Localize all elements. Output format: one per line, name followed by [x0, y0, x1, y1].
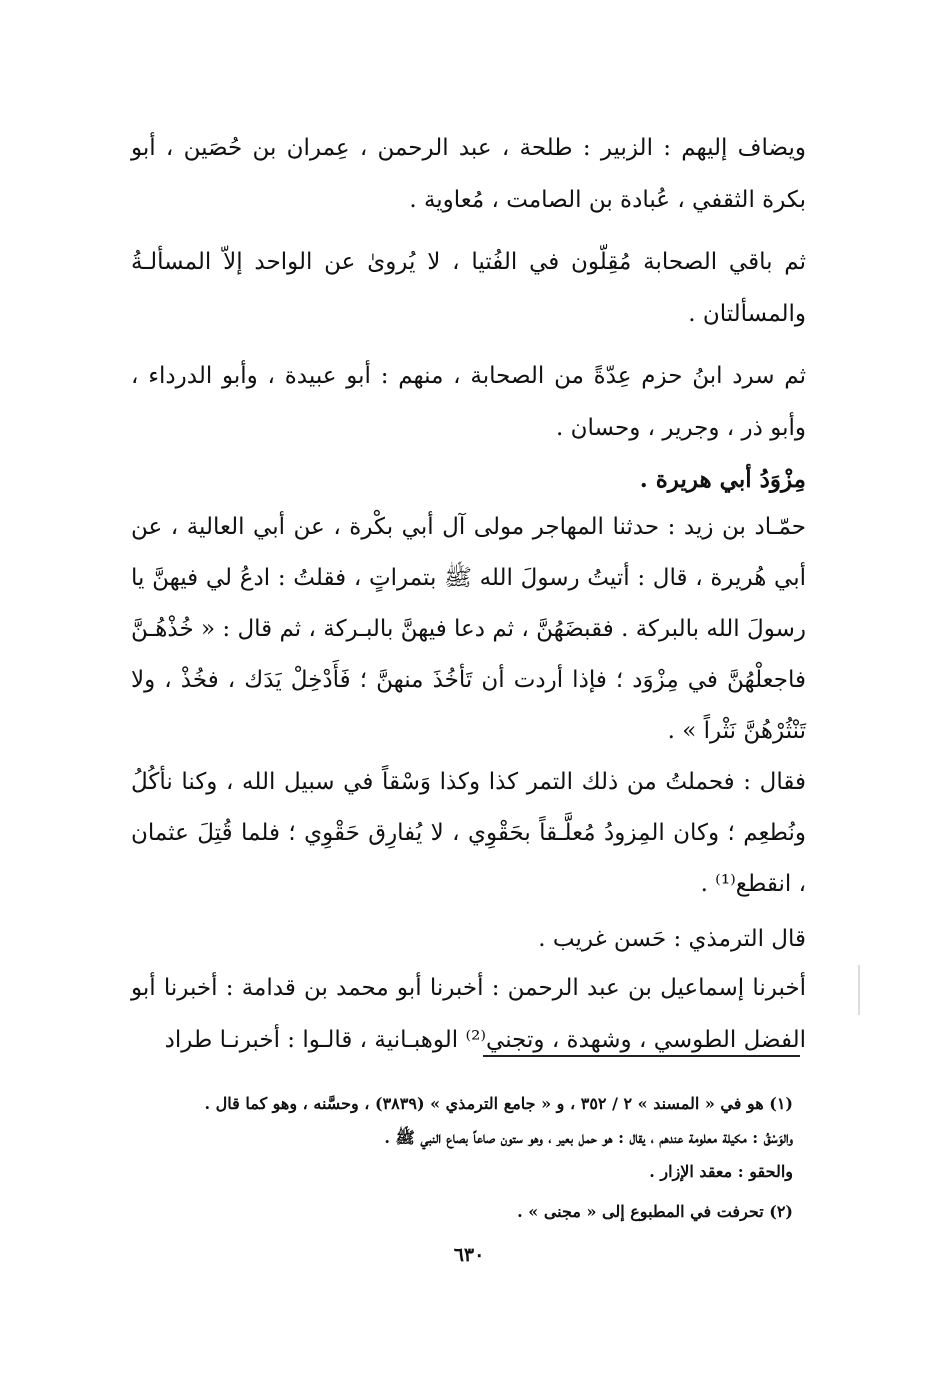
hadith-paragraph-1: حمّـاد بن زيد : حدثنا المهاجر مولى آل أبي بكْرة ، عن أبي العالية ، عن أبي هُريرة ، قال : أتيتُ رسولَ الله ﷺ بتمراتٍ ، فقلتُ : ادعُ لي فيهنَّ يا رسولَ الله بالبركة . فقبضَهُنَّ ، ثم دعا فيهنَّ بالبـركة ، ثم قال : « خُذْهُـنَّ فاجعلْهُنَّ في مِزْوَد ؛ فإذا أردت أن تَأخُذَ منهنَّ ؛ فَأَدْخِلْ يَدَك ، فخُذْ ، ولا تَنْثُرْهُنَّ نَثْراً » .: [131, 514, 806, 744]
footnote-1: (١) هو في « المسند » ٢ / ٣٥٢ ، و « جامع الترمذي » (٣٨٣٩) ، وحسَّنه ، وهو كما قال .: [204, 1094, 793, 1113]
footnote-2: (٢) تحرفت في المطبوع إلى « مجنى » .: [517, 1202, 793, 1221]
isnad-paragraph: أخبرنا إسماعيل بن عبد الرحمن : أخبرنا أبو محمد بن قدامة : أخبرنا أبو الفضل الطوسي ، وشهدة ، وتجني⁽²⁾ الوهبـانية ، قالـوا : أخبرنـا طراد: [131, 975, 806, 1053]
paragraph-additional-companions: ويضاف إليهم : الزبير : طلحة ، عبد الرحمن ، عِمران بن حُصَين ، أبو بكرة الثقفي ، عُبادة بن الصامت ، مُعاوية .: [131, 135, 806, 213]
main-text: [131, 122, 806, 1066]
page-number: ٦٣٠: [453, 1244, 485, 1266]
tirmidhi-grading: قال الترمذي : حَسن غريب .: [538, 926, 806, 952]
paragraph-few-fatwas: ثم باقي الصحابة مُقِلّون في الفُتيا ، لا يُروىٰ عن الواحد إلاّ المسألـةُ والمسألتان .: [131, 249, 806, 327]
footnotes: [143, 1087, 793, 1229]
paragraph-ibn-hazm-list: ثم سرد ابنُ حزم عِدّةً من الصحابة ، منهم : أبو عبيدة ، وأبو الدرداء ، وأبو ذر ، وجرير ، وحسان .: [131, 363, 806, 441]
section-heading: مِزْوَدُ أبي هريرة .: [639, 466, 806, 493]
scan-artifact: [858, 965, 860, 1015]
footnote-1-wasq: والوَسْقُ : مكيلة معلومة عندهم ، يقال : هو حمل بعير ، وهو ستون صاعاً بصاع النبي ﷺ .: [384, 1128, 793, 1147]
footnote-1-haqw: والحقو : معقد الإزار .: [649, 1162, 793, 1181]
footnote-divider: [483, 1055, 800, 1057]
hadith-paragraph-2: فقال : فحملتُ من ذلك التمر كذا وكذا وَسْقاً في سبيل الله ، وكنا نأكُلُ ونُطعِم ؛ وكان المِزودُ مُعلَّـقاً بحَقْوِي ، لا يُفارِق حَقْوِي ؛ فلما قُتِلَ عثمان ، انقطع⁽¹⁾ .: [131, 769, 806, 897]
